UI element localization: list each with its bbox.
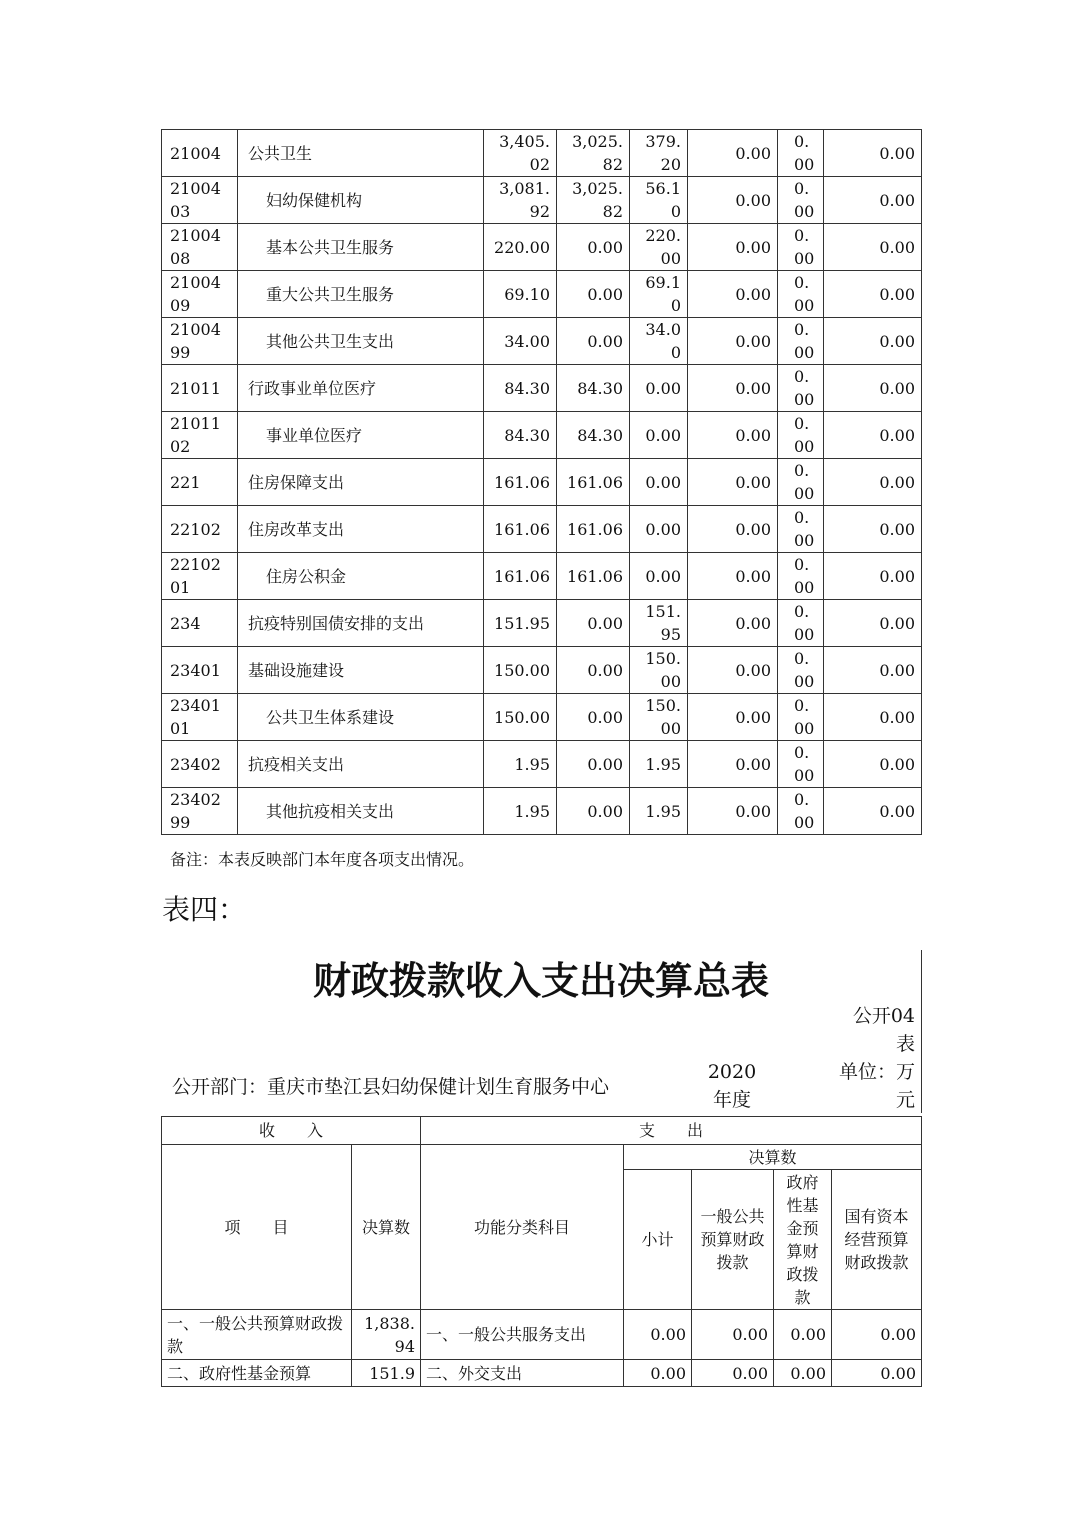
total-value: 1.95	[484, 788, 557, 835]
general-value: 0.00	[692, 1310, 774, 1360]
item-header: 项 目	[162, 1145, 352, 1310]
item-name: 重大公共卫生服务	[238, 271, 484, 318]
general-budget-header: 一般公共预算财政拨款	[692, 1170, 774, 1310]
item-code: 23401	[162, 647, 238, 694]
total-value: 34.00	[484, 318, 557, 365]
other-value-3: 0.00	[824, 412, 922, 459]
other-value-2: 0.00	[778, 553, 824, 600]
other-value-1: 0.00	[688, 459, 778, 506]
income-header: 收 入	[162, 1117, 421, 1145]
other-value-2: 0.00	[778, 412, 824, 459]
project-value: 0.00	[630, 506, 688, 553]
other-value-3: 0.00	[824, 271, 922, 318]
total-value: 84.30	[484, 365, 557, 412]
item-code: 2101102	[162, 412, 238, 459]
table-row	[162, 741, 922, 788]
form-code: 公开04表	[852, 1005, 915, 1055]
item-name: 妇幼保健机构	[238, 177, 484, 224]
total-value: 3,405.02	[484, 130, 557, 177]
other-value-2: 0.00	[778, 318, 824, 365]
project-value: 379.20	[630, 130, 688, 177]
item-code: 2100409	[162, 271, 238, 318]
other-value-2: 0.00	[778, 600, 824, 647]
table-row	[162, 224, 922, 271]
department-label: 公开部门：重庆市垫江县妇幼保健计划生育服务中心	[172, 1076, 610, 1098]
total-value: 3,081.92	[484, 177, 557, 224]
other-value-2: 0.00	[778, 271, 824, 318]
item-name: 其他公共卫生支出	[238, 318, 484, 365]
project-value: 1.95	[630, 741, 688, 788]
basic-value: 3,025.82	[557, 130, 630, 177]
table-four-label: 表四：	[162, 893, 247, 926]
project-value: 220.00	[630, 224, 688, 271]
other-value-1: 0.00	[688, 365, 778, 412]
header-row	[162, 1117, 922, 1145]
other-value-1: 0.00	[688, 647, 778, 694]
project-value: 150.00	[630, 694, 688, 741]
income-amount: 1,838.94	[352, 1310, 421, 1360]
other-value-2: 0.00	[778, 506, 824, 553]
item-code: 234	[162, 600, 238, 647]
other-value-1: 0.00	[688, 788, 778, 835]
item-code: 2340101	[162, 694, 238, 741]
other-value-1: 0.00	[688, 741, 778, 788]
total-value: 84.30	[484, 412, 557, 459]
item-code: 2340299	[162, 788, 238, 835]
basic-value: 0.00	[557, 741, 630, 788]
item-code: 23402	[162, 741, 238, 788]
item-name: 公共卫生体系建设	[238, 694, 484, 741]
item-name: 抗疫相关支出	[238, 741, 484, 788]
total-value: 161.06	[484, 459, 557, 506]
other-value-3: 0.00	[824, 741, 922, 788]
total-value: 69.10	[484, 271, 557, 318]
item-code: 2100403	[162, 177, 238, 224]
other-value-1: 0.00	[688, 553, 778, 600]
expenditure-detail-table	[161, 129, 922, 835]
income-item: 二、政府性基金预算	[162, 1360, 352, 1387]
general-value: 0.00	[692, 1360, 774, 1387]
basic-value: 0.00	[557, 647, 630, 694]
table-row	[162, 506, 922, 553]
item-code: 2210201	[162, 553, 238, 600]
subtotal-header: 小计	[624, 1170, 692, 1310]
basic-value: 0.00	[557, 600, 630, 647]
amount-header: 决算数	[352, 1145, 421, 1310]
other-value-1: 0.00	[688, 600, 778, 647]
table-row	[162, 459, 922, 506]
item-code: 21004	[162, 130, 238, 177]
other-value-1: 0.00	[688, 271, 778, 318]
project-value: 0.00	[630, 412, 688, 459]
other-value-3: 0.00	[824, 553, 922, 600]
item-name: 事业单位医疗	[238, 412, 484, 459]
table-row	[162, 553, 922, 600]
item-name: 行政事业单位医疗	[238, 365, 484, 412]
other-value-1: 0.00	[688, 177, 778, 224]
page-title: 财政拨款收入支出决算总表	[312, 959, 769, 1003]
other-value-2: 0.00	[778, 459, 824, 506]
other-value-3: 0.00	[824, 365, 922, 412]
fund-budget-header: 政府性基金预算财政拨款	[774, 1170, 832, 1310]
project-value: 151.95	[630, 600, 688, 647]
item-name: 住房公积金	[238, 553, 484, 600]
total-value: 161.06	[484, 553, 557, 600]
other-value-3: 0.00	[824, 600, 922, 647]
fiscal-summary-table	[161, 1116, 922, 1387]
other-value-1: 0.00	[688, 318, 778, 365]
fund-value: 0.00	[774, 1360, 832, 1387]
item-code: 22102	[162, 506, 238, 553]
other-value-3: 0.00	[824, 647, 922, 694]
other-value-2: 0.00	[778, 365, 824, 412]
basic-value: 84.30	[557, 365, 630, 412]
other-value-1: 0.00	[688, 224, 778, 271]
other-value-1: 0.00	[688, 506, 778, 553]
table-row	[162, 271, 922, 318]
table-row	[162, 365, 922, 412]
other-value-2: 0.00	[778, 177, 824, 224]
item-code: 2100499	[162, 318, 238, 365]
project-value: 0.00	[630, 365, 688, 412]
item-name: 抗疫特别国债安排的支出	[238, 600, 484, 647]
basic-value: 0.00	[557, 788, 630, 835]
other-value-2: 0.00	[778, 788, 824, 835]
total-value: 161.06	[484, 506, 557, 553]
project-value: 34.00	[630, 318, 688, 365]
basic-value: 161.06	[557, 553, 630, 600]
expenditure-item: 一、一般公共服务支出	[421, 1310, 624, 1360]
basic-value: 0.00	[557, 694, 630, 741]
expenditure-header: 支 出	[421, 1117, 922, 1145]
table-row	[162, 788, 922, 835]
other-value-3: 0.00	[824, 318, 922, 365]
project-value: 1.95	[630, 788, 688, 835]
other-value-2: 0.00	[778, 741, 824, 788]
table-row	[162, 600, 922, 647]
fund-value: 0.00	[774, 1310, 832, 1360]
settlement-header: 决算数	[624, 1145, 922, 1170]
item-name: 住房改革支出	[238, 506, 484, 553]
basic-value: 161.06	[557, 459, 630, 506]
capital-value: 0.00	[832, 1310, 922, 1360]
item-code: 2100408	[162, 224, 238, 271]
project-value: 56.10	[630, 177, 688, 224]
subtotal-value: 0.00	[624, 1310, 692, 1360]
other-value-3: 0.00	[824, 694, 922, 741]
total-value: 151.95	[484, 600, 557, 647]
other-value-3: 0.00	[824, 788, 922, 835]
table-row	[162, 130, 922, 177]
total-value: 220.00	[484, 224, 557, 271]
other-value-2: 0.00	[778, 224, 824, 271]
other-value-3: 0.00	[824, 130, 922, 177]
other-value-3: 0.00	[824, 506, 922, 553]
item-name: 公共卫生	[238, 130, 484, 177]
header-row	[162, 1145, 922, 1170]
other-value-1: 0.00	[688, 412, 778, 459]
table-row	[162, 412, 922, 459]
total-value: 1.95	[484, 741, 557, 788]
basic-value: 84.30	[557, 412, 630, 459]
item-name: 基础设施建设	[238, 647, 484, 694]
expenditure-item: 二、外交支出	[421, 1360, 624, 1387]
other-value-1: 0.00	[688, 694, 778, 741]
basic-value: 0.00	[557, 318, 630, 365]
basic-value: 0.00	[557, 271, 630, 318]
table-row	[162, 647, 922, 694]
other-value-1: 0.00	[688, 130, 778, 177]
item-name: 基本公共卫生服务	[238, 224, 484, 271]
other-value-2: 0.00	[778, 647, 824, 694]
table-row	[162, 177, 922, 224]
income-item: 一、一般公共预算财政拨款	[162, 1310, 352, 1360]
table-row	[162, 318, 922, 365]
basic-value: 161.06	[557, 506, 630, 553]
item-code: 221	[162, 459, 238, 506]
project-value: 69.10	[630, 271, 688, 318]
project-value: 0.00	[630, 459, 688, 506]
table-row	[162, 1360, 922, 1387]
other-value-2: 0.00	[778, 130, 824, 177]
item-name: 其他抗疫相关支出	[238, 788, 484, 835]
other-value-3: 0.00	[824, 224, 922, 271]
project-value: 0.00	[630, 553, 688, 600]
other-value-2: 0.00	[778, 694, 824, 741]
income-amount: 151.9	[352, 1360, 421, 1387]
year-label: 2020年度	[707, 1061, 757, 1111]
subtotal-value: 0.00	[624, 1360, 692, 1387]
table-note: 备注：本表反映部门本年度各项支出情况。	[170, 850, 475, 869]
other-value-3: 0.00	[824, 459, 922, 506]
basic-value: 3,025.82	[557, 177, 630, 224]
capital-value: 0.00	[832, 1360, 922, 1387]
unit-label: 单位：万元	[838, 1061, 915, 1111]
state-capital-header: 国有资本经营预算财政拨款	[832, 1170, 922, 1310]
total-value: 150.00	[484, 647, 557, 694]
function-header: 功能分类科目	[421, 1145, 624, 1310]
table-row	[162, 694, 922, 741]
item-code: 21011	[162, 365, 238, 412]
other-value-3: 0.00	[824, 177, 922, 224]
project-value: 150.00	[630, 647, 688, 694]
border-line	[921, 950, 922, 1113]
item-name: 住房保障支出	[238, 459, 484, 506]
table-row	[162, 1310, 922, 1360]
total-value: 150.00	[484, 694, 557, 741]
basic-value: 0.00	[557, 224, 630, 271]
